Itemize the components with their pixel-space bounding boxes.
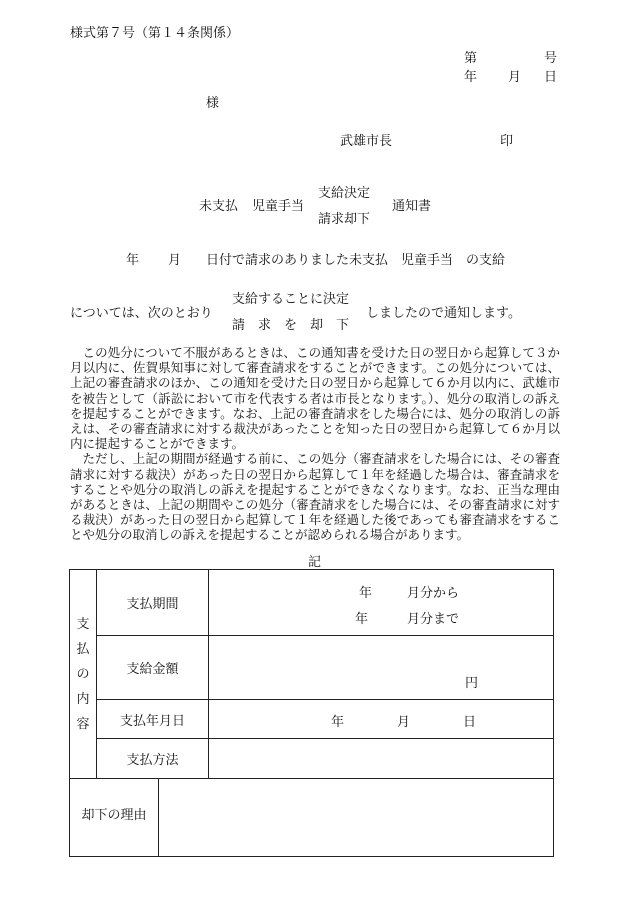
body-lead: については、次のとおり: [70, 306, 213, 321]
row-method: [70, 739, 554, 779]
side-char: 払: [76, 641, 90, 657]
title-decision: 支給決定: [318, 186, 371, 201]
option-reject: 請 求 を 却 下: [232, 318, 350, 333]
period-to-month: 月分まで: [407, 612, 460, 627]
date-value[interactable]: [209, 700, 554, 739]
appeal-paragraph-1: この処分について不服があるときは、この通知書を受けた日の翌日から起算して３か月以内に、佐賀県知事に対して審査請求をすることができます。この処分については、上記の審査請求のほか、この通知を受けた日の翌日から起算して６か月以内に、武雄市を被告として（訴訟において市を代表する者は市長となります。）、処分の取消しの訴えを提起することができます。なお、上記の審査請求をした場合には、処分の取消しの訴えは、その審査請求に対する裁決があったことを知った日の翌日から起算して６か月以内に提起することができます。: [70, 345, 560, 452]
title-rejection: 請求却下: [318, 212, 371, 227]
period-label: 支払期間: [97, 570, 209, 636]
date-month-field: 月: [397, 715, 411, 730]
recipient-honorific: 様: [206, 96, 220, 111]
date-label: 支払年月日: [97, 700, 209, 739]
method-value[interactable]: [209, 739, 554, 779]
appeal-notice: [70, 345, 560, 543]
payment-content-label: [70, 570, 97, 779]
issuer-seal: 印: [500, 134, 514, 149]
period-from-month: 月分から: [407, 586, 460, 601]
body-tail: しましたので通知します。: [366, 306, 521, 321]
date-month: 月: [508, 70, 522, 85]
ki-mark: 記: [308, 555, 322, 570]
body-month: 月: [168, 253, 182, 268]
date-day: 日: [544, 70, 558, 85]
rejection-reason-table: [69, 778, 554, 857]
rejection-reason-value[interactable]: [159, 779, 554, 857]
doc-number-dai: 第: [464, 51, 478, 66]
side-char: 容: [76, 716, 90, 732]
amount-value[interactable]: [209, 636, 554, 700]
date-day-field: 日: [463, 715, 477, 730]
title-notice: 通知書: [392, 199, 432, 214]
body-year: 年: [126, 253, 140, 268]
date-year: 年: [464, 70, 478, 85]
doc-number-go: 号: [544, 51, 558, 66]
row-date: [70, 700, 554, 739]
amount-yen: 円: [465, 676, 479, 691]
period-from-year: 年: [359, 586, 373, 601]
date-year-field: 年: [331, 715, 345, 730]
body-claim-text: 日付で請求のありました未支払 児童手当 の支給: [206, 253, 506, 268]
side-char: 内: [76, 691, 90, 707]
rejection-reason-label: 却下の理由: [70, 779, 159, 857]
title-unpaid: 未支払: [199, 199, 239, 214]
method-label: 支払方法: [97, 739, 209, 779]
period-to-year: 年: [355, 612, 369, 627]
period-value[interactable]: [209, 570, 554, 636]
title-allowance: 児童手当: [252, 199, 305, 214]
appeal-paragraph-2: ただし、上記の期間が経過する前に、この処分（審査請求をした場合には、その審査請求に対する裁決）があった日の翌日から起算して１年を経過した場合は、審査請求をすることや処分の取消しの訴えを提起することができなくなります。なお、正当な理由があるときは、上記の期間やこの処分（審査請求をした場合には、その審査請求に対する裁決）があった日の翌日から起算して１年を経過した後であっても審査請求をすることや処分の取消しの訴えを提起することが認められる場合があります。: [70, 451, 560, 543]
amount-label: 支給金額: [97, 636, 209, 700]
row-amount: [70, 636, 554, 700]
option-decide: 支給することに決定: [232, 292, 350, 307]
payment-details-table: [69, 569, 554, 779]
row-period: [70, 570, 554, 636]
side-char: の: [76, 666, 90, 682]
side-char: 支: [76, 616, 90, 632]
form-number: 様式第７号（第１４条関係）: [70, 26, 240, 41]
issuer-mayor: 武雄市長: [340, 134, 393, 149]
